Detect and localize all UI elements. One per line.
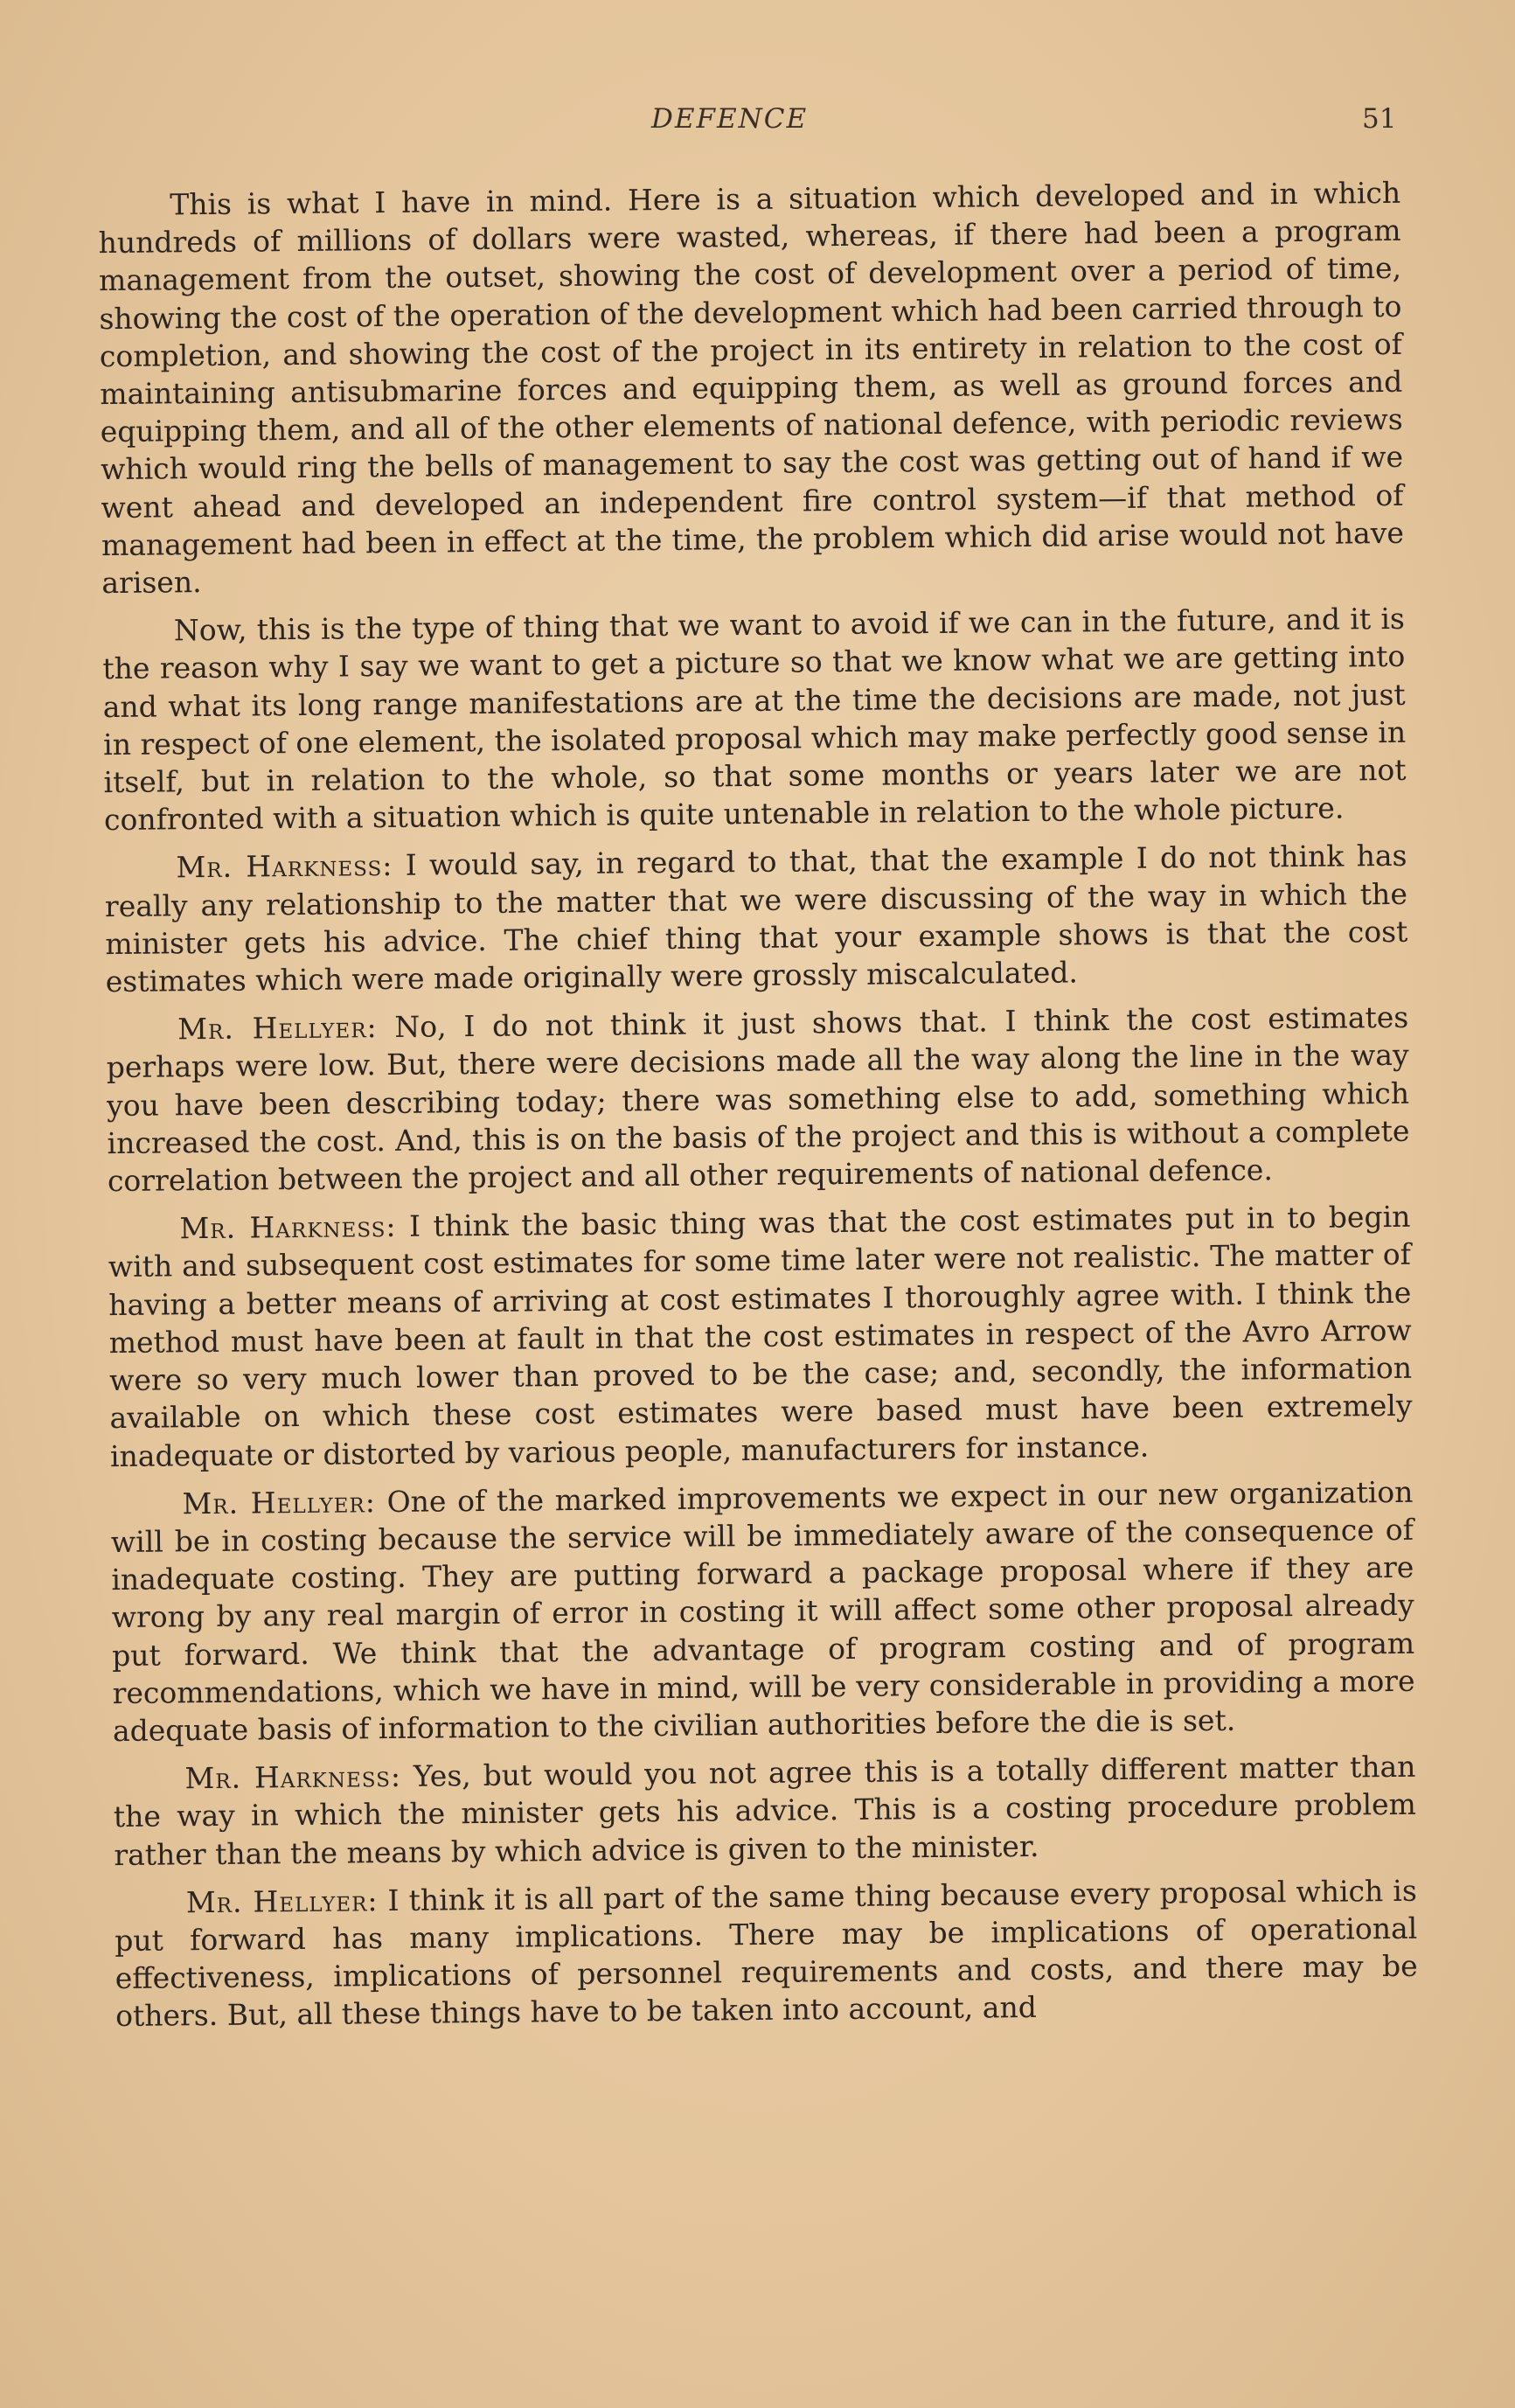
speaker-name: Mr. Harkness: bbox=[179, 1209, 397, 1246]
running-title: DEFENCE bbox=[651, 103, 809, 135]
paragraph-text: I think the basic thing was that the cost estimates put in to begin with and subsequent cost estimates for some time later were not realistic. The matter of having a better means of arriving at cost estimates I thoroughly agree with. I think the method must have been at fault in that the cost estimates in respect of the Avro Arrow were so very much lower than proved to be the case; and, secondly, the information available on which these cost estimates were based must have been extremely inadequate or distorted by various people, manufacturers for instance. bbox=[108, 1200, 1413, 1473]
paragraph-text: Now, this is the type of thing that we want to avoid if we can in the future, and it is the reason why I say we want to get a picture so that we know what we are getting into and what its long range manifestations are at the time the decisions are made, not just in respect of one element, the isolated proposal which may make perfectly good sense in itself, but in relation to the whole, so that some months or years later we are not confronted with a situation which is quite untenable in relation to the whole picture. bbox=[102, 602, 1407, 838]
paragraph bbox=[104, 837, 1408, 1000]
speaker-name: Mr. Harkness: bbox=[184, 1759, 402, 1796]
paragraph-text: One of the marked improvements we expect in our new organization will be in costing because the service will be immediately aware of the consequence of inadequate costing. They are putting forward a package proposal where if they are wrong by any real margin of error in costing it will affect some other proposal already put forward. We think that the advantage of program costing and of program recommendations, which we have in mind, will be very considerable in providing a more adequate basis of information to the civilian authorities before the die is set. bbox=[110, 1474, 1415, 1748]
speaker-name: Mr. Hellyer: bbox=[177, 1010, 378, 1047]
paragraph bbox=[113, 1748, 1416, 1874]
paragraph bbox=[98, 174, 1404, 602]
paragraph bbox=[110, 1472, 1415, 1750]
paragraph bbox=[102, 600, 1407, 839]
paragraph-text: This is what I have in mind. Here is a situation which developed and in which hundreds of millions of dollars were wasted, whereas, if there had been a program management from the outset, showing the cost of development over a period of time, showing the cost of the operation of the development which had been carried through to completion, and showing the cost of the project in its entirety in relation to the cost of maintaining antisubmarine forces and equipping them, as well as ground forces and equipping them, and all of the other elements of national defence, with periodic reviews which would ring the bells of management to say the cost was getting out of hand if we went ahead and developed an independent fire control system—if that method of management had been in effect at the time, the problem which did arise would not have arisen. bbox=[98, 175, 1405, 601]
paragraph bbox=[115, 1871, 1419, 2035]
speaker-name: Mr. Hellyer: bbox=[182, 1484, 377, 1521]
paragraph-text: I think it is all part of the same thing because every proposal which is put forward has many implications. There may be implications of operational effectiveness, implications of personnel requirements and costs, and there may be others. But, all these things have to be taken into account, and bbox=[115, 1873, 1418, 2034]
paragraph-text: Yes, but would you not agree this is a totally different matter than the way in which the minister gets his advice. This is a costing procedure problem rather than the means by which advice is given to the minister. bbox=[113, 1749, 1417, 1872]
speaker-name: Mr. Harkness: bbox=[176, 848, 393, 885]
paragraph-text: I would say, in regard to that, that the example I do not think has really any relationship to the matter that we were discussing of the way in which the minister gets his advice. The chief thing that your example shows is that the cost estimates which were made originally were grossly miscalculated. bbox=[104, 839, 1408, 999]
running-head bbox=[0, 103, 1515, 147]
paragraph-text: No, I do not think it just shows that. I think the cost estimates perhaps were low. But, there were decisions made all the way along the line in the way you have been describing today; there was something else to add, something which increased the cost. And, this is on the basis of the project and this is without a complete correlation between the project and all other requirements of national defence. bbox=[106, 1000, 1410, 1199]
page-number: 51 bbox=[1362, 103, 1397, 135]
paragraph bbox=[106, 999, 1410, 1200]
paragraph bbox=[108, 1198, 1413, 1475]
body-text bbox=[98, 174, 1418, 2046]
speaker-name: Mr. Hellyer: bbox=[185, 1883, 379, 1920]
